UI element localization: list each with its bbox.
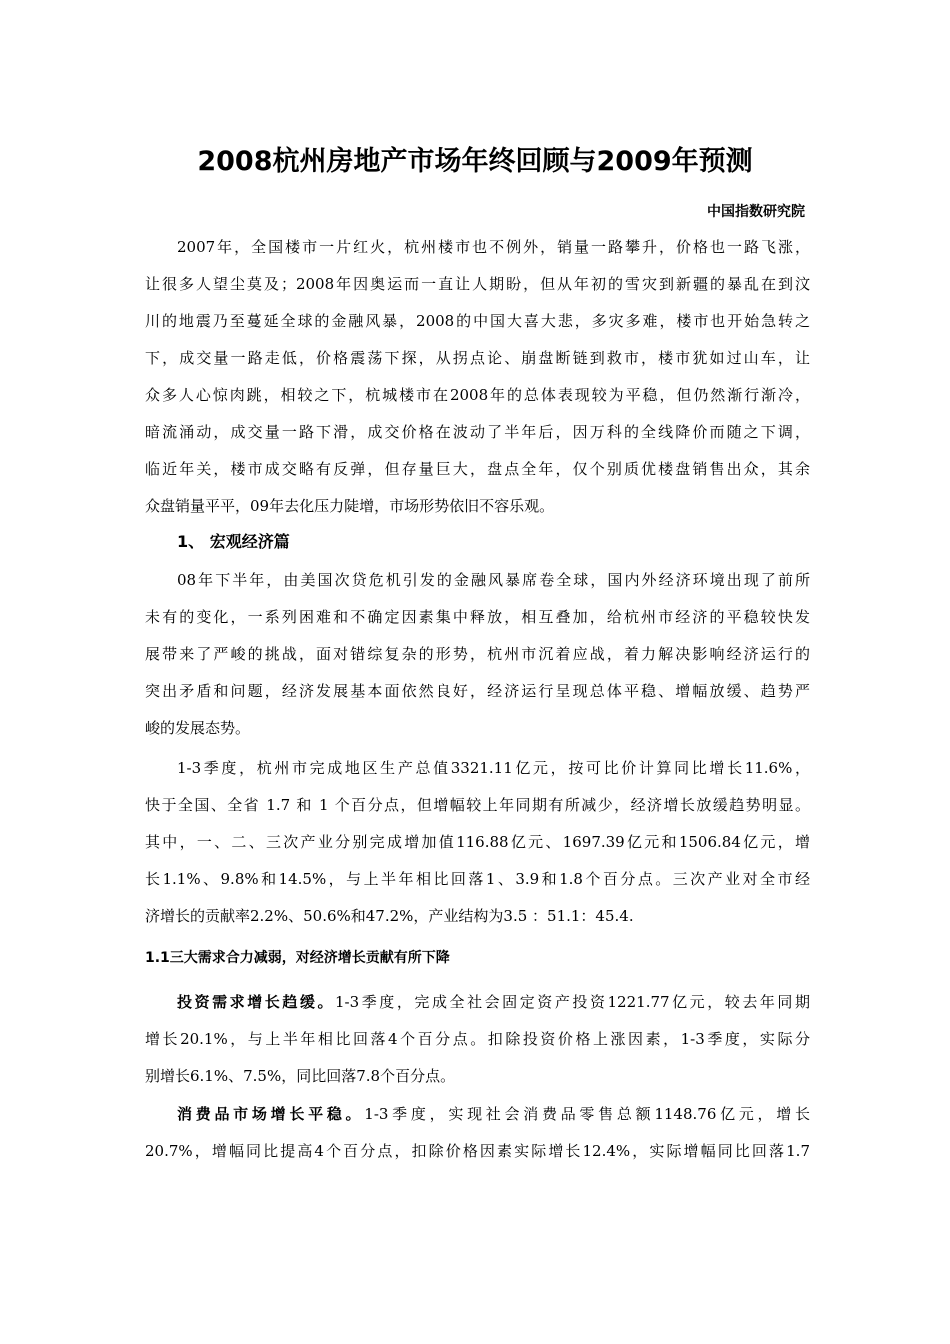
intro-paragraph — [145, 229, 810, 525]
paragraph-line: 08年下半年，由美国次贷危机引发的金融风暴席卷全球，国内外经济环境出现了前所 — [177, 571, 810, 589]
author-line: 中国指数研究院 — [707, 204, 805, 220]
paragraph-line: 长1.1%、9.8%和14.5%，与上半年相比回落1、3.9和1.8个百分点。三次产业对全市经 — [145, 870, 810, 888]
section1-paragraph-1 — [145, 562, 810, 747]
paragraph-line: 突出矛盾和问题，经济发展基本面依然良好，经济运行呈现总体平稳、增幅放缓、趋势严 — [145, 682, 810, 700]
section1-paragraph-2 — [145, 750, 810, 935]
intro-line: 暗流涌动，成交量一路下滑，成交价格在波动了半年后，因万科的全线降价而随之下调， — [145, 423, 810, 441]
paragraph-line: 别增长6.1%、7.5%，同比回落7.8个百分点。 — [145, 1067, 456, 1085]
paragraph-line: 增长20.1%，与上半年相比回落4个百分点。扣除投资价格上涨因素，1-3季度，实际分 — [145, 1030, 810, 1048]
consumption-paragraph — [145, 1096, 810, 1170]
paragraph-line: 快于全国、全省 1.7 和 1 个百分点，但增幅较上年同期有所减少，经济增长放缓趋势明显。 — [145, 796, 810, 814]
paragraph-line: 其中，一、二、三次产业分别完成增加值116.88亿元、1697.39亿元和1506.84亿元，增 — [145, 833, 810, 851]
intro-line: 川的地震乃至蔓延全球的金融风暴，2008的中国大喜大悲，多灾多难，楼市也开始急转之 — [145, 312, 810, 330]
intro-line: 众盘销量平平，09年去化压力陡增，市场形势依旧不容乐观。 — [145, 497, 555, 515]
intro-line: 让很多人望尘莫及；2008年因奥运而一直让人期盼，但从年初的雪灾到新疆的暴乱在到汶 — [145, 275, 810, 293]
paragraph-line — [145, 984, 810, 1021]
paragraph-line: 展带来了严峻的挑战，面对错综复杂的形势，杭州市沉着应战，着力解决影响经济运行的 — [145, 645, 810, 663]
subsection-heading-demand: 1.1三大需求合力减弱，对经济增长贡献有所下降 — [145, 950, 450, 966]
intro-line: 2007年，全国楼市一片红火，杭州楼市也不例外，销量一路攀升，价格也一路飞涨， — [177, 238, 810, 256]
consumption-lead: 消费品市场增长平稳。 — [177, 1105, 365, 1123]
paragraph-line: 峻的发展态势。 — [145, 719, 251, 737]
intro-line: 临近年关，楼市成交略有反弹，但存量巨大，盘点全年，仅个别质优楼盘销售出众，其余 — [145, 460, 810, 478]
paragraph-line: 济增长的贡献率2.2%、50.6%和47.2%，产业结构为3.5 ：51.1：45.4. — [145, 907, 634, 925]
intro-line: 众多人心惊肉跳，相较之下，杭城楼市在2008年的总体表现较为平稳，但仍然渐行渐冷， — [145, 386, 810, 404]
paragraph-line: 未有的变化，一系列困难和不确定因素集中释放，相互叠加，给杭州市经济的平稳较快发 — [145, 608, 810, 626]
investment-lead: 投资需求增长趋缓。 — [177, 993, 336, 1011]
document-title: 2008杭州房地产市场年终回顾与2009年预测 — [197, 146, 753, 177]
section-heading-macro-economy: 1、 宏观经济篇 — [177, 532, 290, 551]
paragraph-line: 1-3季度，杭州市完成地区生产总值3321.11亿元，按可比价计算同比增长11.6%， — [177, 759, 810, 777]
consumption-text: 1-3季度，实现社会消费品零售总额1148.76亿元，增长 — [364, 1105, 810, 1123]
paragraph-line — [145, 1096, 810, 1133]
investment-paragraph — [145, 984, 810, 1095]
intro-line: 下，成交量一路走低，价格震荡下探，从拐点论、崩盘断链到救市，楼市犹如过山车，让 — [145, 349, 810, 367]
paragraph-line: 20.7%，增幅同比提高4个百分点，扣除价格因素实际增长12.4%，实际增幅同比回落1.7 — [145, 1142, 810, 1160]
investment-text: 1-3季度，完成全社会固定资产投资1221.77亿元，较去年同期 — [335, 993, 810, 1011]
